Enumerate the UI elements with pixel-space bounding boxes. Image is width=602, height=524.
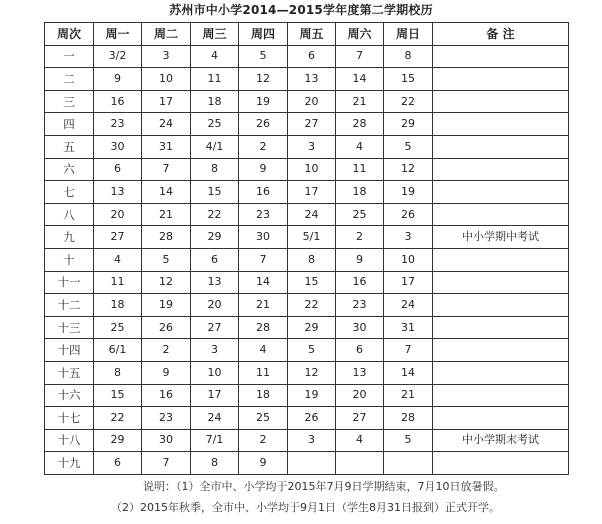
date-cell: 8 [191, 452, 239, 475]
date-cell: 26 [288, 407, 336, 430]
header-row [45, 23, 569, 46]
date-cell: 11 [336, 158, 384, 181]
date-cell: 17 [384, 271, 433, 294]
date-cell: 5 [384, 135, 433, 158]
date-cell: 2 [239, 135, 288, 158]
date-cell: 27 [94, 226, 142, 249]
date-cell: 21 [142, 203, 191, 226]
date-cell: 8 [288, 248, 336, 271]
date-cell: 24 [142, 113, 191, 136]
date-cell: 16 [336, 271, 384, 294]
date-cell: 27 [191, 316, 239, 339]
date-cell: 20 [336, 384, 384, 407]
date-cell: 9 [94, 68, 142, 91]
remark-cell [433, 294, 569, 317]
date-cell: 8 [191, 158, 239, 181]
date-cell: 13 [191, 271, 239, 294]
date-cell: 30 [336, 316, 384, 339]
date-cell: 27 [288, 113, 336, 136]
remark-cell [433, 203, 569, 226]
date-cell: 18 [336, 181, 384, 204]
date-cell: 14 [384, 361, 433, 384]
date-cell: 20 [288, 90, 336, 113]
calendar-table [44, 22, 569, 475]
table-row [45, 226, 569, 249]
date-cell: 16 [94, 90, 142, 113]
date-cell: 20 [191, 294, 239, 317]
date-cell: 22 [191, 203, 239, 226]
week-cell: 十一 [45, 271, 94, 294]
date-cell: 29 [288, 316, 336, 339]
date-cell: 16 [239, 181, 288, 204]
date-cell: 3 [288, 429, 336, 452]
note-2: （2）2015年秋季，全市中、小学均于9月1日（学生8月31日报到）正式开学。 [111, 501, 500, 514]
date-cell: 8 [94, 361, 142, 384]
date-cell: 6 [94, 158, 142, 181]
date-cell: 17 [288, 181, 336, 204]
date-cell: 18 [94, 294, 142, 317]
date-cell: 23 [142, 407, 191, 430]
date-cell: 25 [239, 407, 288, 430]
week-cell: 十七 [45, 407, 94, 430]
date-cell: 15 [191, 181, 239, 204]
table-row [45, 158, 569, 181]
remark-cell [433, 271, 569, 294]
remark-cell [433, 135, 569, 158]
table-row [45, 90, 569, 113]
date-cell: 30 [142, 429, 191, 452]
date-cell: 7 [239, 248, 288, 271]
date-cell: 11 [191, 68, 239, 91]
week-cell: 四 [45, 113, 94, 136]
date-cell: 10 [288, 158, 336, 181]
date-cell: 4 [336, 135, 384, 158]
date-cell: 11 [239, 361, 288, 384]
date-cell: 3 [288, 135, 336, 158]
remark-cell [433, 452, 569, 475]
date-cell: 4 [336, 429, 384, 452]
table-row [45, 316, 569, 339]
week-cell: 三 [45, 90, 94, 113]
date-cell: 31 [142, 135, 191, 158]
table-row [45, 339, 569, 362]
header-day: 周三 [191, 23, 239, 46]
header-remark: 备 注 [433, 23, 569, 46]
date-cell: 28 [142, 226, 191, 249]
date-cell: 11 [94, 271, 142, 294]
remark-cell [433, 45, 569, 68]
header-day: 周二 [142, 23, 191, 46]
date-cell: 3 [384, 226, 433, 249]
date-cell: 6 [191, 248, 239, 271]
date-cell: 15 [288, 271, 336, 294]
week-cell: 十二 [45, 294, 94, 317]
date-cell: 14 [239, 271, 288, 294]
date-cell: 6 [94, 452, 142, 475]
date-cell: 25 [94, 316, 142, 339]
date-cell [288, 452, 336, 475]
date-cell: 17 [191, 384, 239, 407]
date-cell: 12 [384, 158, 433, 181]
remark-cell: 中小学期中考试 [433, 226, 569, 249]
date-cell: 4 [239, 339, 288, 362]
date-cell: 23 [94, 113, 142, 136]
date-cell: 13 [336, 361, 384, 384]
date-cell: 10 [191, 361, 239, 384]
date-cell: 14 [336, 68, 384, 91]
date-cell: 28 [239, 316, 288, 339]
date-cell: 26 [239, 113, 288, 136]
date-cell: 7/1 [191, 429, 239, 452]
week-cell: 十 [45, 248, 94, 271]
date-cell: 14 [142, 181, 191, 204]
header-week: 周次 [45, 23, 94, 46]
date-cell: 19 [384, 181, 433, 204]
date-cell: 15 [94, 384, 142, 407]
date-cell: 4/1 [191, 135, 239, 158]
week-cell: 十四 [45, 339, 94, 362]
table-row [45, 271, 569, 294]
header-day: 周五 [288, 23, 336, 46]
remark-cell [433, 158, 569, 181]
date-cell: 29 [384, 113, 433, 136]
header-day: 周六 [336, 23, 384, 46]
date-cell: 18 [239, 384, 288, 407]
date-cell: 7 [336, 45, 384, 68]
remark-cell [433, 248, 569, 271]
remark-cell [433, 68, 569, 91]
header-day: 周四 [239, 23, 288, 46]
week-cell: 五 [45, 135, 94, 158]
date-cell: 6 [336, 339, 384, 362]
header-day: 周日 [384, 23, 433, 46]
remark-cell [433, 113, 569, 136]
date-cell: 7 [142, 158, 191, 181]
date-cell: 23 [336, 294, 384, 317]
date-cell: 17 [142, 90, 191, 113]
date-cell: 22 [384, 90, 433, 113]
date-cell: 25 [336, 203, 384, 226]
date-cell: 4 [94, 248, 142, 271]
table-row [45, 68, 569, 91]
remark-cell [433, 407, 569, 430]
date-cell: 21 [239, 294, 288, 317]
table-row [45, 429, 569, 452]
date-cell: 16 [142, 384, 191, 407]
date-cell: 20 [94, 203, 142, 226]
table-row [45, 181, 569, 204]
date-cell: 6 [288, 45, 336, 68]
week-cell: 二 [45, 68, 94, 91]
date-cell: 25 [191, 113, 239, 136]
date-cell: 3 [142, 45, 191, 68]
date-cell: 2 [142, 339, 191, 362]
page-title: 苏州市中小学2014—2015学年度第二学期校历 [169, 3, 433, 17]
week-cell: 八 [45, 203, 94, 226]
week-cell: 十六 [45, 384, 94, 407]
date-cell: 5 [288, 339, 336, 362]
date-cell [336, 452, 384, 475]
date-cell: 28 [336, 113, 384, 136]
date-cell: 6/1 [94, 339, 142, 362]
table-row [45, 135, 569, 158]
date-cell: 21 [384, 384, 433, 407]
date-cell: 24 [384, 294, 433, 317]
date-cell: 12 [239, 68, 288, 91]
date-cell: 8 [384, 45, 433, 68]
date-cell: 4 [191, 45, 239, 68]
date-cell: 9 [142, 361, 191, 384]
date-cell: 27 [336, 407, 384, 430]
week-cell: 九 [45, 226, 94, 249]
date-cell: 9 [239, 158, 288, 181]
date-cell: 19 [288, 384, 336, 407]
date-cell: 12 [288, 361, 336, 384]
week-cell: 一 [45, 45, 94, 68]
date-cell: 3 [191, 339, 239, 362]
date-cell: 9 [239, 452, 288, 475]
date-cell: 30 [94, 135, 142, 158]
date-cell: 15 [384, 68, 433, 91]
date-cell: 3/2 [94, 45, 142, 68]
remark-cell: 中小学期末考试 [433, 429, 569, 452]
date-cell: 5 [142, 248, 191, 271]
date-cell: 7 [142, 452, 191, 475]
date-cell: 13 [94, 181, 142, 204]
note-1: 说明：（1）全市中、小学均于2015年7月9日学期结束，7月10日放暑假。 [143, 480, 505, 493]
date-cell: 5/1 [288, 226, 336, 249]
table-row [45, 45, 569, 68]
table-row [45, 203, 569, 226]
date-cell: 28 [384, 407, 433, 430]
week-cell: 七 [45, 181, 94, 204]
date-cell: 31 [384, 316, 433, 339]
date-cell: 29 [191, 226, 239, 249]
date-cell: 2 [239, 429, 288, 452]
remark-cell [433, 361, 569, 384]
table-row [45, 248, 569, 271]
date-cell: 30 [239, 226, 288, 249]
table-row [45, 384, 569, 407]
date-cell: 19 [239, 90, 288, 113]
date-cell: 2 [336, 226, 384, 249]
calendar-body [45, 45, 569, 474]
date-cell: 10 [142, 68, 191, 91]
date-cell: 23 [239, 203, 288, 226]
date-cell: 26 [384, 203, 433, 226]
date-cell: 10 [384, 248, 433, 271]
table-row [45, 361, 569, 384]
week-cell: 十三 [45, 316, 94, 339]
remark-cell [433, 384, 569, 407]
date-cell: 18 [191, 90, 239, 113]
date-cell: 7 [384, 339, 433, 362]
remark-cell [433, 90, 569, 113]
header-day: 周一 [94, 23, 142, 46]
table-row [45, 407, 569, 430]
remark-cell [433, 339, 569, 362]
date-cell: 13 [288, 68, 336, 91]
remark-cell [433, 316, 569, 339]
week-cell: 六 [45, 158, 94, 181]
remark-cell [433, 181, 569, 204]
date-cell: 22 [288, 294, 336, 317]
week-cell: 十八 [45, 429, 94, 452]
date-cell: 21 [336, 90, 384, 113]
date-cell: 9 [336, 248, 384, 271]
date-cell: 26 [142, 316, 191, 339]
date-cell: 29 [94, 429, 142, 452]
date-cell: 24 [288, 203, 336, 226]
date-cell: 5 [239, 45, 288, 68]
week-cell: 十九 [45, 452, 94, 475]
date-cell: 22 [94, 407, 142, 430]
table-row [45, 452, 569, 475]
date-cell: 12 [142, 271, 191, 294]
table-row [45, 294, 569, 317]
date-cell: 19 [142, 294, 191, 317]
week-cell: 十五 [45, 361, 94, 384]
date-cell [384, 452, 433, 475]
table-row [45, 113, 569, 136]
date-cell: 24 [191, 407, 239, 430]
date-cell: 5 [384, 429, 433, 452]
